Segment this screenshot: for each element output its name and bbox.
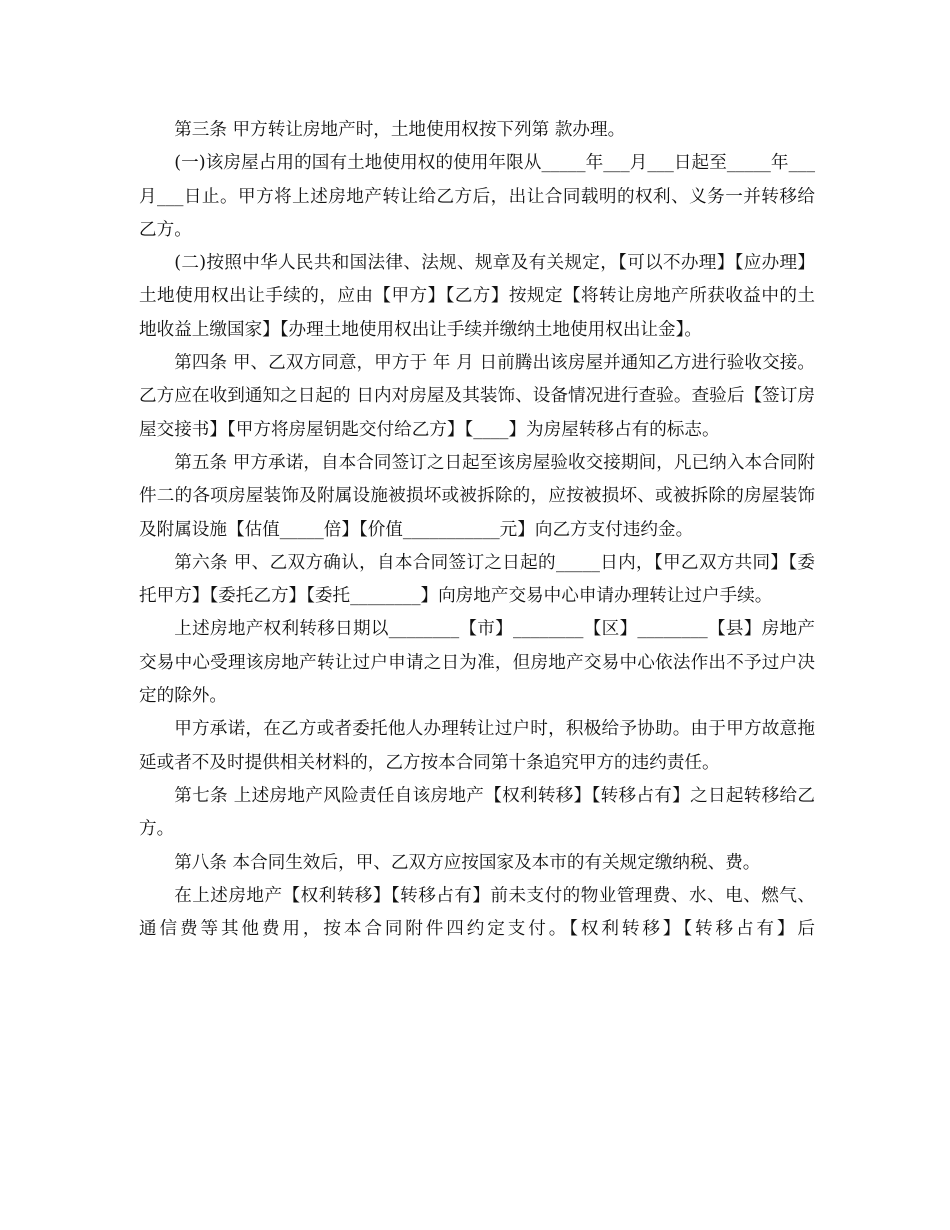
paragraph-article-3: 第三条 甲方转让房地产时，土地使用权按下列第 款办理。: [174, 120, 626, 140]
paragraph-clause-2: (二)按照中华人民共和国法律、法规、规章及有关规定，【可以不办理】【应办理】土地使用权出让手续的，应由【甲方】【乙方】按规定【将转让房地产所获收益中的土地收益上缴国家】【办理土地使用权出让手续并缴纳土地使用权出让金】。: [139, 253, 815, 340]
contract-body: [139, 114, 815, 946]
paragraph-article-4: 第四条 甲、乙双方同意，甲方于 年 月 日前腾出该房屋并通知乙方进行验收交接。乙方应在收到通知之日起的 日内对房屋及其装饰、设备情况进行查验。查验后【签订房屋交接书】【甲方将房屋钥匙交付给乙方】【____】为房屋转移占有的标志。: [139, 353, 815, 440]
paragraph-transfer-date: 上述房地产权利转移日期以________【市】________【区】________【县】房地产交易中心受理该房地产转让过户申请之日为准，但房地产交易中心依法作出不予过户决定的除外。: [139, 619, 815, 707]
paragraph-clause-1: (一)该房屋占用的国有土地使用权的使用年限从_____年___月___日起至_____年___月___日止。甲方将上述房地产转让给乙方后，出让合同载明的权利、义务一并转移给乙方。: [139, 153, 815, 240]
paragraph-article-7: 第七条 上述房地产风险责任自该房地产【权利转移】【转移占有】之日起转移给乙方。: [139, 785, 815, 840]
paragraph-article-5: 第五条 甲方承诺，自本合同签订之日起至该房屋验收交接期间，凡已纳入本合同附件二的各项房屋装饰及附属设施被损坏或被拆除的，应按被损坏、或被拆除的房屋装饰及附属设施【估值_____倍】【价值___________元】向乙方支付违约金。: [139, 452, 815, 540]
paragraph-party-a-commitment: 甲方承诺，在乙方或者委托他人办理转让过户时，积极给予协助。由于甲方故意拖延或者不及时提供相关材料的，乙方按本合同第十条追究甲方的违约责任。: [139, 719, 815, 773]
paragraph-unpaid-fees: 在上述房地产【权利转移】【转移占有】前未支付的物业管理费、水、电、燃气、通信费等其他费用，按本合同附件四约定支付。【权利转移】【转移占有】后: [139, 885, 815, 940]
paragraph-article-6: 第六条 甲、乙双方确认，自本合同签订之日起的_____日内，【甲乙双方共同】【委托甲方】【委托乙方】【委托________】向房地产交易中心申请办理转让过户手续。: [139, 552, 815, 607]
paragraph-article-8: 第八条 本合同生效后，甲、乙双方应按国家及本市的有关规定缴纳税、费。: [174, 852, 761, 873]
